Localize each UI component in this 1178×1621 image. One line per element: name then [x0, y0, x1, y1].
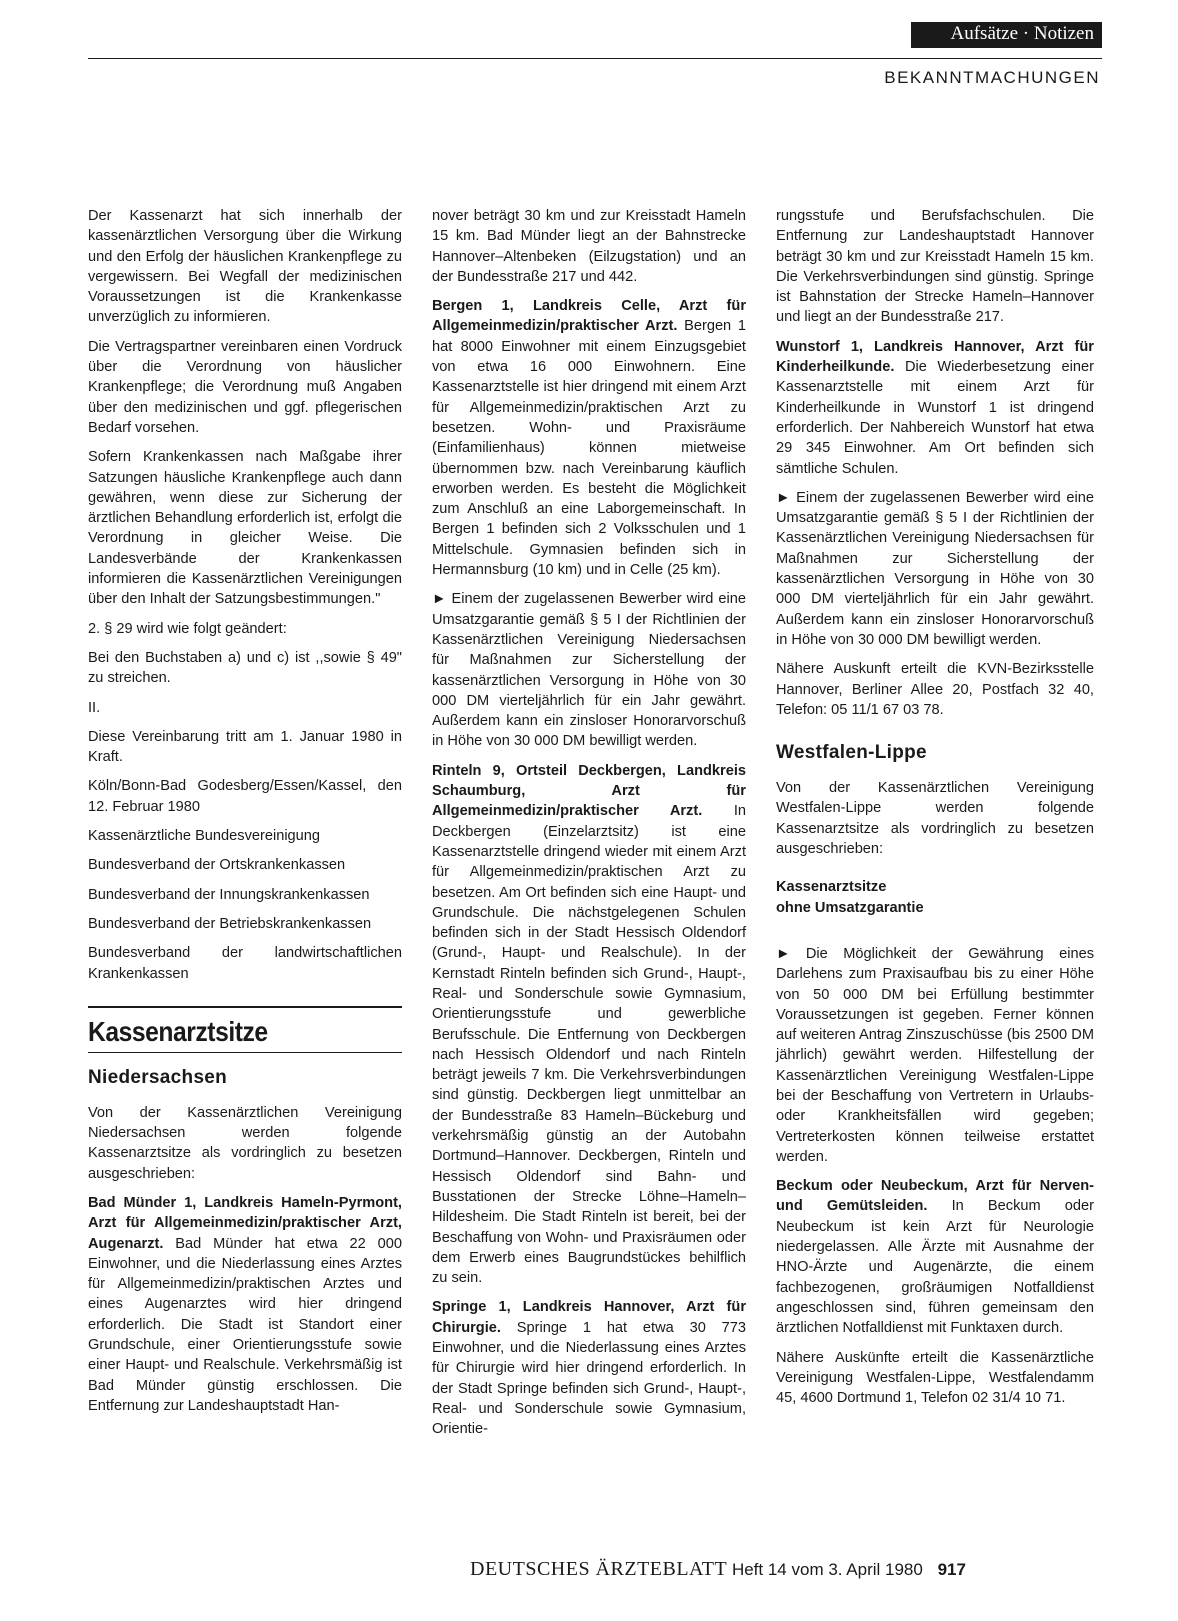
- listing-text: Springe 1 hat etwa 30 773 Einwohner, und die Niederlassung eines Arztes für Chirurgie wird hier dringend erforderlich. In der Stadt Springe befinden sich Grund-, Haupt-, Real- und Sonderschule sowie Gymnasium, Orientie-: [432, 1319, 746, 1438]
- signatory: Bundesverband der Ortskrankenkassen: [88, 857, 346, 874]
- top-rule: [88, 58, 1102, 59]
- paragraph: Bei den Buchstaben a) und c) ist ,,sowie § 49" zu streichen.: [88, 649, 402, 687]
- paragraph: Sofern Krankenkassen nach Maßgabe ihrer Satzungen häusliche Krankenpflege auch dann gewähren, wenn diese zur Sicherung der ärztlichen Behandlung erforderlich ist, erfolgt die Verordnung in gleicher Weise. Die Landesverbände der Krankenkassen informieren die Kassenärztlichen Vereinigungen über den Inhalt der Satzungsbestimmungen.": [88, 449, 402, 608]
- signatory: Bundesverband der landwirtschaftlichen Krankenkassen: [88, 945, 402, 982]
- region-heading: Niedersachsen: [88, 1066, 228, 1088]
- listing-heading: Rinteln 9, Ortsteil Deckbergen, Landkreis Schaumburg, Arzt für Allgemeinmedizin/praktischer Arzt.: [432, 762, 746, 820]
- section-bar: Aufsätze · Notizen: [911, 22, 1103, 48]
- listing-rinteln: [432, 761, 746, 1289]
- page-number: 917: [937, 1560, 966, 1579]
- journal-name: DEUTSCHES ÄRZTEBLATT: [470, 1558, 728, 1580]
- paragraph: Von der Kassenärztlichen Vereinigung Niedersachsen werden folgende Kassenarztsitze als vordringlich zu besetzen ausgeschrieben:: [88, 1104, 402, 1182]
- listing-heading: Springe 1, Landkreis Hannover, Arzt für Chirurgie.: [432, 1299, 746, 1336]
- date-line: Köln/Bonn-Bad Godesberg/Essen/Kassel, den 12. Februar 1980: [88, 778, 402, 815]
- subheading: [776, 877, 1094, 918]
- column-2: [432, 206, 746, 1449]
- section-number: II.: [88, 699, 101, 716]
- listing-beckum: [776, 1176, 1094, 1338]
- page-footer: [470, 1558, 966, 1581]
- signatory: Bundesverband der Innungskrankenkassen: [88, 886, 370, 903]
- column-3: [776, 206, 1094, 1417]
- paragraph: ► Einem der zugelassenen Bewerber wird eine Umsatzgarantie gemäß § 5 I der Richtlinien der Kassenärztlichen Vereinigung Niedersachsen für Maßnahmen zur Sicherstellung der kassenärztlichen Versorgung in Höhe von 30 000 DM vierteljährlich für ein Jahr gewährt. Außerdem kann ein zinsloser Honorarvorschuß in Höhe von 30 000 DM bewilligt werden.: [776, 489, 1094, 648]
- paragraph: nover beträgt 30 km und zur Kreisstadt Hameln 15 km. Bad Münder liegt an der Bahnstrecke Hannover–Altenbeken (Eilzugstation) und an der Bundesstraße 217 und 442.: [432, 208, 746, 285]
- listing-bergen: [432, 296, 746, 580]
- paragraph: Nähere Auskünfte erteilt die Kassenärztliche Vereinigung Westfalen-Lippe, Westfalendamm 45, 4600 Dortmund 1, Telefon 02 31/4 10 71.: [776, 1349, 1094, 1407]
- column-1: [88, 206, 402, 1425]
- subheading-line: Kassenarztsitze: [776, 879, 887, 896]
- subheading-line: ohne Umsatzgarantie: [776, 899, 924, 916]
- section-title: Kassenarztsitze: [88, 1015, 268, 1047]
- listing-heading: Bad Münder 1, Landkreis Hameln-Pyrmont, Arzt für Allgemeinmedizin/praktischer Arzt, Augenarzt.: [88, 1194, 402, 1252]
- listing-text: In Beckum oder Neubeckum ist kein Arzt für Neurologie niedergelassen. Alle Ärzte mit Ausnahme der HNO-Ärzte und Augenärzte, die einem fachbezogenen, großräumigen Notfalldienst angeschlossen sind, führen gemeinsam den ärztlichen Notfalldienst mit Funktaxen durch.: [776, 1198, 1094, 1337]
- listing-text: In Deckbergen (Einzelarztsitz) ist eine Kassenarztstelle dringend wieder mit einem Arzt für Allgemeinmedizin/praktischen Arzt zu besetzen. Am Ort befinden sich eine Haupt- und Grundschule. Die nächstgelegenen Schulen befinden sich in der Stadt Hessisch Oldendorf (Grund-, Haupt- und Realschule). In der Kernstadt Rinteln befinden sich Grund-, Haupt-, Real- und Sonderschule sowie Gymnasium, Orientierungsstufe und gewerbliche Berufsschule. Die Entfernung von Deckbergen nach Hessisch Oldendorf und nach Rinteln beträgt jeweils 7 km. Die Verkehrsverbindungen sind günstig. Deckbergen liegt unmittelbar an der Bundesstraße 83 Hameln–Bückeburg und verkehrsmäßig günstig an der Autobahn Dortmund–Hannover. Deckbergen, Rinteln und Hessisch Oldendorf sind Bahn- und Busstationen der Strecke Löhne–Hameln–Hildesheim. Die Stadt Rinteln ist bereit, bei der Beschaffung von Wohn- und Praxisräumen oder dem Erwerb eines Baugrundstückes behilflich zu sein.: [432, 803, 746, 1287]
- listing-heading: Beckum oder Neubeckum, Arzt für Nerven- und Gemütsleiden.: [776, 1178, 1094, 1215]
- paragraph: ► Einem der zugelassenen Bewerber wird eine Umsatzgarantie gemäß § 5 I der Richtlinien der Kassenärztlichen Vereinigung Niedersachsen für Maßnahmen zur Sicherstellung der kassenärztlichen Versorgung in Höhe von 30 000 DM vierteljährlich für ein Jahr gewährt. Außerdem kann ein zinsloser Honorarvorschuß in Höhe von 30 000 DM bewilligt werden.: [432, 591, 746, 750]
- title-rule-top: [88, 1006, 402, 1008]
- paragraph: 2. § 29 wird wie folgt geändert:: [88, 620, 287, 637]
- issue-info: Heft 14 vom 3. April 1980: [731, 1560, 923, 1579]
- listing-text: Die Wiederbesetzung einer Kassenarztstelle mit einem Arzt für Kinderheilkunde in Wunstorf 1 ist dringend erforderlich. Der Nahbereich Wunstorf hat etwa 29 345 Einwohner. Am Ort befinden sich sämtliche Schulen.: [776, 359, 1094, 477]
- paragraph: Der Kassenarzt hat sich innerhalb der kassenärztlichen Versorgung über die Wirkung und den Erfolg der häuslichen Krankenpflege zu vergewissern. Bei Wegfall der medizinischen Voraussetzungen ist die Krankenkasse unverzüglich zu informieren.: [88, 208, 402, 326]
- listing-bad-muender: [88, 1193, 402, 1416]
- listing-heading: Bergen 1, Landkreis Celle, Arzt für Allgemeinmedizin/praktischer Arzt.: [432, 298, 746, 335]
- listing-springe: [432, 1297, 746, 1439]
- title-rule-bottom: [88, 1052, 402, 1053]
- section-label: BEKANNTMACHUNGEN: [884, 68, 1100, 87]
- listing-text: Bad Münder hat etwa 22 000 Einwohner, und die Niederlassung eines Arztes für Allgemeinmedizin/praktischen Arztes und eines Augenarztes wird hier dringend erforderlich. Die Stadt ist Standort einer Grundschule, einer Orientierungsstufe sowie einer Haupt- und Realschule. Verkehrsmäßig ist Bad Münder günstig erschlossen. Die Entfernung zur Landeshauptstadt Han-: [88, 1235, 402, 1414]
- paragraph: Nähere Auskunft erteilt die KVN-Bezirksstelle Hannover, Berliner Allee 20, Postfach 32 40, Telefon: 05 11/1 67 03 78.: [776, 661, 1094, 718]
- paragraph: Von der Kassenärztlichen Vereinigung Westfalen-Lippe werden folgende Kassenarztsitze als vordringlich zu besetzen ausgeschrieben:: [776, 780, 1094, 858]
- paragraph: Die Vertragspartner vereinbaren einen Vordruck über die Verordnung von häuslicher Krankenpflege; die Verordnung muß Angaben über den medizinischen und ggf. pflegerischen Bedarf vorsehen.: [88, 338, 402, 436]
- signatory: Kassenärztliche Bundesvereinigung: [88, 828, 321, 845]
- paragraph: ► Die Möglichkeit der Gewährung eines Darlehens zum Praxisaufbau bis zu einer Höhe von 50 000 DM bei Erfüllung bestimmter Voraussetzungen ist gegeben. Ferner können auf weiteren Antrag Zinszuschüsse (bis 2500 DM jährlich) gewährt werden. Hilfestellung der Kassenärztlichen Vereinigung Westfalen-Lippe bei der Beschaffung von Vertretern in Urlaubs- oder Krankheitsfällen wird gegeben; Vertreterkosten können teilweise erstattet werden.: [776, 945, 1094, 1165]
- listing-heading: Wunstorf 1, Landkreis Hannover, Arzt für Kinderheilkunde.: [776, 338, 1094, 376]
- listing-text: Bergen 1 hat 8000 Einwohner mit einem Einzugsgebiet von etwa 16 000 Einwohnern. Eine Kassenarztstelle ist hier dringend mit einem Arzt für Allgemeinmedizin/praktischen Arzt zu besetzen. Wohn- und Praxisräume (Einfamilienhaus) können mietweise übernommen bzw. nach Vereinbarung käuflich erworben werden. Es besteht die Möglichkeit zum Anschluß an eine Laborgemeinschaft. In Bergen 1 befinden sich 2 Volksschulen und 1 Mittelschule. Gymnasien befinden sich in Hermannsburg (10 km) und in Celle (25 km).: [432, 318, 746, 579]
- paragraph: rungsstufe und Berufsfachschulen. Die Entfernung zur Landeshauptstadt Hannover beträgt 30 km und zur Kreisstadt Hameln 15 km. Die Verkehrsverbindungen sind günstig. Springe ist Bahnstation der Strecke Hameln–Hannover und liegt an der Bundesstraße 217.: [776, 208, 1094, 326]
- listing-wunstorf: [776, 337, 1094, 479]
- signatory: Bundesverband der Betriebskrankenkassen: [88, 915, 372, 932]
- region-heading: Westfalen-Lippe: [776, 742, 927, 764]
- paragraph: Diese Vereinbarung tritt am 1. Januar 1980 in Kraft.: [88, 728, 402, 766]
